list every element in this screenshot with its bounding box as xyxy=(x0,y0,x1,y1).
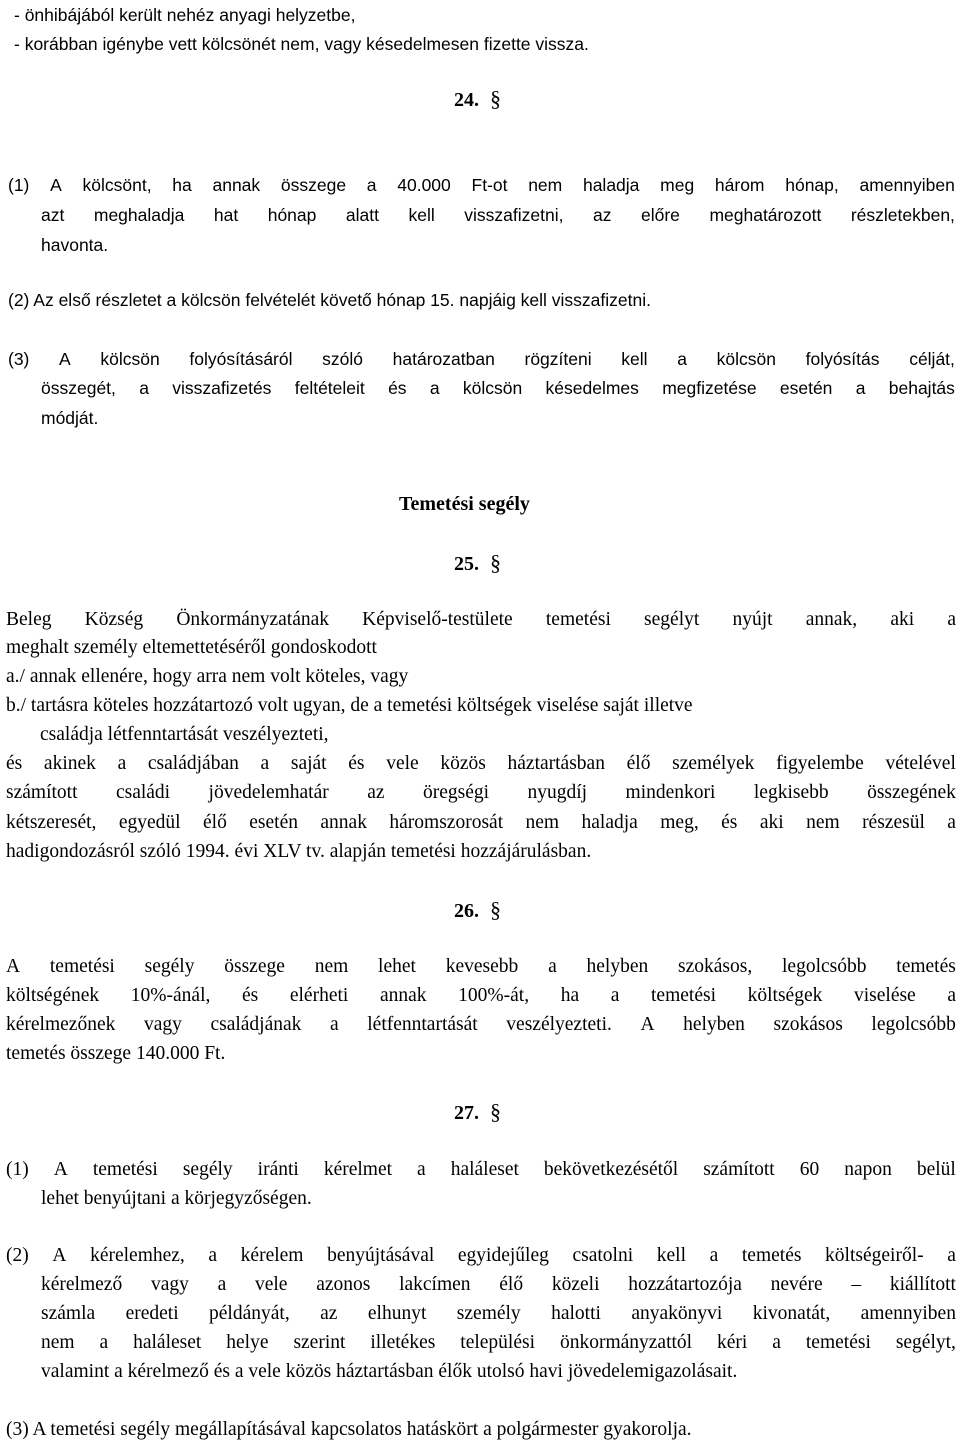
section-heading-25 xyxy=(454,550,501,577)
word: A xyxy=(59,349,71,369)
word: élő xyxy=(626,753,651,774)
word: Képviselő-testülete xyxy=(362,609,513,630)
paragraph-line xyxy=(6,810,956,836)
word: egyidejűleg xyxy=(457,1245,549,1266)
word: Beleg xyxy=(6,609,52,630)
word: veszélyezteti. xyxy=(506,1014,612,1035)
paragraph-line xyxy=(6,954,956,980)
word: napon xyxy=(844,1159,892,1180)
word: amennyiben xyxy=(860,1303,956,1324)
word: kérelmező xyxy=(41,1274,123,1295)
word: kölcsönt, xyxy=(82,175,152,195)
word: segély xyxy=(182,1159,233,1180)
word: célját, xyxy=(909,349,955,369)
word: ha xyxy=(560,985,580,1006)
paragraph-sign: § xyxy=(490,550,501,575)
paragraph-line xyxy=(8,172,955,198)
word: személy xyxy=(456,1303,521,1324)
word: vele xyxy=(254,1274,288,1295)
word: A xyxy=(640,1014,655,1035)
word: esetén xyxy=(779,378,833,398)
word: számla xyxy=(41,1303,96,1324)
paragraph-line xyxy=(6,751,956,777)
paragraph-line xyxy=(41,202,955,228)
paragraph-line xyxy=(6,983,956,1009)
word: Ft-ot xyxy=(471,175,508,195)
word: és xyxy=(241,985,259,1006)
paragraph-line: hadigondozásról szóló 1994. évi XLV tv. alapján temetési hozzájárulásban. xyxy=(6,841,592,862)
word: kölcsön xyxy=(100,349,160,369)
paragraph-line xyxy=(41,375,955,401)
word: vagy xyxy=(143,1014,182,1035)
word: amennyiben xyxy=(859,175,955,195)
word: annak xyxy=(320,812,367,833)
word: létfenntartását xyxy=(367,1014,478,1035)
word: temetés xyxy=(741,1245,802,1266)
word: határozatban xyxy=(392,349,495,369)
word: (2) xyxy=(6,1245,29,1266)
word: folyósításáról xyxy=(189,349,293,369)
word: a xyxy=(117,753,127,774)
paragraph-line: meghalt személy eltemettetéséről gondoskodott xyxy=(6,637,377,658)
paragraph-line: (3) A temetési segély megállapításával kapcsolatos hatáskört a polgármester gyakorolja. xyxy=(6,1419,692,1440)
word: hat xyxy=(213,205,239,225)
word: részesül xyxy=(862,812,925,833)
word: 40.000 xyxy=(397,175,451,195)
word: saját xyxy=(290,753,327,774)
word: legkisebb xyxy=(753,782,829,803)
word: haláleset xyxy=(450,1159,519,1180)
section-heading-26 xyxy=(454,897,501,924)
section-number: 26. xyxy=(454,900,479,922)
word: A xyxy=(52,1245,67,1266)
paragraph-sign: § xyxy=(490,897,501,922)
paragraph-line xyxy=(6,1243,956,1269)
word: szokásos, xyxy=(678,956,753,977)
word: annak, xyxy=(805,609,858,630)
word: temetési xyxy=(545,609,611,630)
word: kell xyxy=(408,205,435,225)
word: három xyxy=(714,175,765,195)
word: temetési xyxy=(805,1332,871,1353)
paragraph-line: módját. xyxy=(41,408,99,428)
word: a xyxy=(772,1332,781,1353)
word: alatt xyxy=(345,205,379,225)
word: A xyxy=(53,1159,68,1180)
word: meghatározott xyxy=(709,205,822,225)
word: és xyxy=(6,753,23,774)
paragraph-line: lehet benyújtani a körjegyzőségen. xyxy=(41,1188,312,1209)
word: annak xyxy=(379,985,427,1006)
word: nyugdíj xyxy=(527,782,588,803)
word: nem xyxy=(806,812,840,833)
word: elérheti xyxy=(289,985,349,1006)
word: helyben xyxy=(586,956,649,977)
word: a xyxy=(947,609,956,630)
word: esetén xyxy=(249,812,298,833)
word: költségének xyxy=(6,985,100,1006)
paragraph-line xyxy=(6,1012,956,1038)
word: nem xyxy=(41,1332,75,1353)
word: késedelmes xyxy=(545,378,639,398)
word: temetési xyxy=(651,985,716,1006)
word: folyósítás xyxy=(805,349,880,369)
paragraph-line xyxy=(41,1330,956,1356)
paragraph-line xyxy=(8,346,955,372)
section-heading-24 xyxy=(454,86,501,113)
word: szóló xyxy=(322,349,364,369)
word: a xyxy=(366,175,377,195)
word: meg, xyxy=(660,812,699,833)
word: meghaladja xyxy=(93,205,185,225)
word: kölcsön xyxy=(462,378,523,398)
word: vele xyxy=(386,753,419,774)
word: összege xyxy=(224,956,285,977)
paragraph-line xyxy=(41,1301,956,1327)
word: (1) xyxy=(8,175,30,195)
word: közös xyxy=(440,753,486,774)
word: hónap xyxy=(267,205,317,225)
word: belül xyxy=(916,1159,956,1180)
word: a xyxy=(208,1245,218,1266)
word: haladja xyxy=(581,812,638,833)
word: bekövetkezésétől xyxy=(543,1159,679,1180)
word: annak xyxy=(212,175,261,195)
word: személyek xyxy=(672,753,755,774)
word: kérelem xyxy=(240,1245,304,1266)
word: az xyxy=(593,205,612,225)
word: vételével xyxy=(885,753,956,774)
word: szokásos xyxy=(773,1014,843,1035)
word: visszafizetni, xyxy=(464,205,564,225)
word: példányát, xyxy=(209,1303,290,1324)
section-number: 25. xyxy=(454,553,479,575)
word: összege xyxy=(280,175,347,195)
word: azonos xyxy=(316,1274,371,1295)
word: és xyxy=(721,812,738,833)
list-item: - korábban igénybe vett kölcsönét nem, vagy késedelmesen fizette vissza. xyxy=(14,34,589,54)
paragraph-sign: § xyxy=(490,1099,501,1124)
paragraph-line: b./ tartásra köteles hozzátartozó volt ugyan, de a temetési költségek viselése saját illetve xyxy=(6,695,693,716)
word: a xyxy=(947,812,956,833)
word: a xyxy=(330,1014,339,1035)
word: (1) xyxy=(6,1159,29,1180)
paragraph-line: valamint a kérelmező és a vele közös háztartásban élők utolsó havi jövedelemigazolásait. xyxy=(41,1361,738,1382)
word: háromszorosát xyxy=(389,812,504,833)
word: nevére xyxy=(770,1274,823,1295)
paragraph-line: havonta. xyxy=(41,235,109,255)
word: viselése xyxy=(853,985,916,1006)
word: az xyxy=(367,782,385,803)
word: A xyxy=(6,956,21,977)
word: kétszeresét, xyxy=(6,812,97,833)
word: a xyxy=(709,1245,719,1266)
word: a xyxy=(947,985,956,1006)
paragraph-line: a./ annak ellenére, hogy arra nem volt köteles, vagy xyxy=(6,666,409,687)
word: élő xyxy=(499,1274,524,1295)
word: temetés xyxy=(896,956,956,977)
word: iránti xyxy=(257,1159,299,1180)
word: kell xyxy=(656,1245,686,1266)
word: a xyxy=(855,378,866,398)
word: részletekben, xyxy=(850,205,955,225)
word: anyakönyvi xyxy=(631,1303,723,1324)
paragraph-line: családja létfenntartását veszélyezteti, xyxy=(40,724,329,745)
word: akinek xyxy=(43,753,96,774)
word: összegét, xyxy=(41,378,116,398)
word: a xyxy=(947,1245,956,1266)
word: ha xyxy=(172,175,192,195)
word: helyben xyxy=(683,1014,745,1035)
paragraph-line: (2) Az első részletet a kölcsön felvételét követő hónap 15. napjáig kell visszafizetni. xyxy=(8,290,651,310)
section-heading-27 xyxy=(454,1099,501,1126)
word: halotti xyxy=(551,1303,601,1324)
word: költségek xyxy=(747,985,823,1006)
word: – xyxy=(851,1274,862,1295)
word: települési xyxy=(460,1332,536,1353)
word: kérelmet xyxy=(323,1159,393,1180)
word: háztartásban xyxy=(507,753,605,774)
word: kevesebb xyxy=(445,956,519,977)
word: szerint xyxy=(293,1332,346,1353)
word: összegének xyxy=(867,782,956,803)
paragraph-line xyxy=(41,1272,956,1298)
word: kiállított xyxy=(889,1274,956,1295)
word: kivonatát, xyxy=(752,1303,831,1324)
word: és xyxy=(388,378,407,398)
word: az xyxy=(320,1303,338,1324)
word: (3) xyxy=(8,349,30,369)
word: élő xyxy=(203,812,227,833)
word: kérelemhez, xyxy=(90,1245,185,1266)
word: rögzíteni xyxy=(524,349,592,369)
section-number: 27. xyxy=(454,1102,479,1124)
word: számított xyxy=(6,782,78,803)
word: kölcsön xyxy=(716,349,776,369)
word: legolcsóbb xyxy=(782,956,867,977)
word: egyedül xyxy=(118,812,181,833)
word: megfizetése xyxy=(662,378,757,398)
word: A xyxy=(50,175,62,195)
word: feltételeit xyxy=(294,378,365,398)
word: nem xyxy=(525,812,560,833)
word: nem xyxy=(314,956,349,977)
word: benyújtásával xyxy=(327,1245,435,1266)
word: haladja xyxy=(582,175,640,195)
word: 100%-át, xyxy=(458,985,530,1006)
word: a xyxy=(99,1332,109,1353)
section-title: Temetési segély xyxy=(399,493,530,515)
paragraph-line xyxy=(6,1157,956,1183)
word: temetési xyxy=(49,956,115,977)
word: a xyxy=(417,1159,426,1180)
word: költségeiről- xyxy=(825,1245,924,1266)
word: öregségi xyxy=(422,782,490,803)
word: családjában xyxy=(147,753,239,774)
word: segélyt, xyxy=(895,1332,956,1353)
word: azt xyxy=(41,205,65,225)
word: lakcímen xyxy=(399,1274,471,1295)
word: kéri xyxy=(717,1332,748,1353)
word: a xyxy=(677,349,687,369)
word: önkormányzattól xyxy=(559,1332,693,1353)
word: elhunyt xyxy=(367,1303,427,1324)
word: a xyxy=(139,378,149,398)
word: mindenkori xyxy=(625,782,716,803)
word: jövedelemhatár xyxy=(208,782,329,803)
word: vagy xyxy=(150,1274,189,1295)
word: családi xyxy=(115,782,171,803)
word: a xyxy=(610,985,620,1006)
word: segély xyxy=(144,956,195,977)
word: illetékes xyxy=(370,1332,436,1353)
word: 10%-ánál, xyxy=(130,985,211,1006)
word: aki xyxy=(759,812,784,833)
word: eredeti xyxy=(125,1303,179,1324)
word: legolcsóbb xyxy=(871,1014,956,1035)
word: meg xyxy=(660,175,695,195)
word: hónap, xyxy=(785,175,839,195)
word: 60 xyxy=(799,1159,820,1180)
paragraph-line: temetés összege 140.000 Ft. xyxy=(6,1043,226,1064)
word: kell xyxy=(621,349,648,369)
word: előre xyxy=(641,205,680,225)
word: és xyxy=(348,753,365,774)
word: temetési xyxy=(92,1159,158,1180)
word: Község xyxy=(84,609,144,630)
word: hozzátartozója xyxy=(628,1274,742,1295)
word: lehet xyxy=(378,956,416,977)
word: figyelembe xyxy=(776,753,864,774)
word: számított xyxy=(703,1159,775,1180)
word: csatolni xyxy=(572,1245,634,1266)
word: aki xyxy=(890,609,915,630)
word: helye xyxy=(226,1332,269,1353)
word: a xyxy=(217,1274,227,1295)
section-number: 24. xyxy=(454,89,479,111)
word: a xyxy=(429,378,440,398)
word: segélyt xyxy=(644,609,700,630)
word: a xyxy=(260,753,270,774)
word: nyújt xyxy=(732,609,773,630)
word: a xyxy=(548,956,557,977)
paragraph-line xyxy=(6,780,956,806)
word: családjának xyxy=(210,1014,302,1035)
word: kérelmezőnek xyxy=(6,1014,116,1035)
word: haláleset xyxy=(133,1332,202,1353)
paragraph-sign: § xyxy=(490,86,501,111)
list-item: - önhibájából került nehéz anyagi helyzetbe, xyxy=(14,5,356,25)
word: behajtás xyxy=(888,378,955,398)
word: Önkormányzatának xyxy=(176,609,329,630)
word: visszafizetés xyxy=(172,378,272,398)
paragraph-line xyxy=(6,607,956,633)
word: közeli xyxy=(551,1274,600,1295)
word: nem xyxy=(528,175,563,195)
